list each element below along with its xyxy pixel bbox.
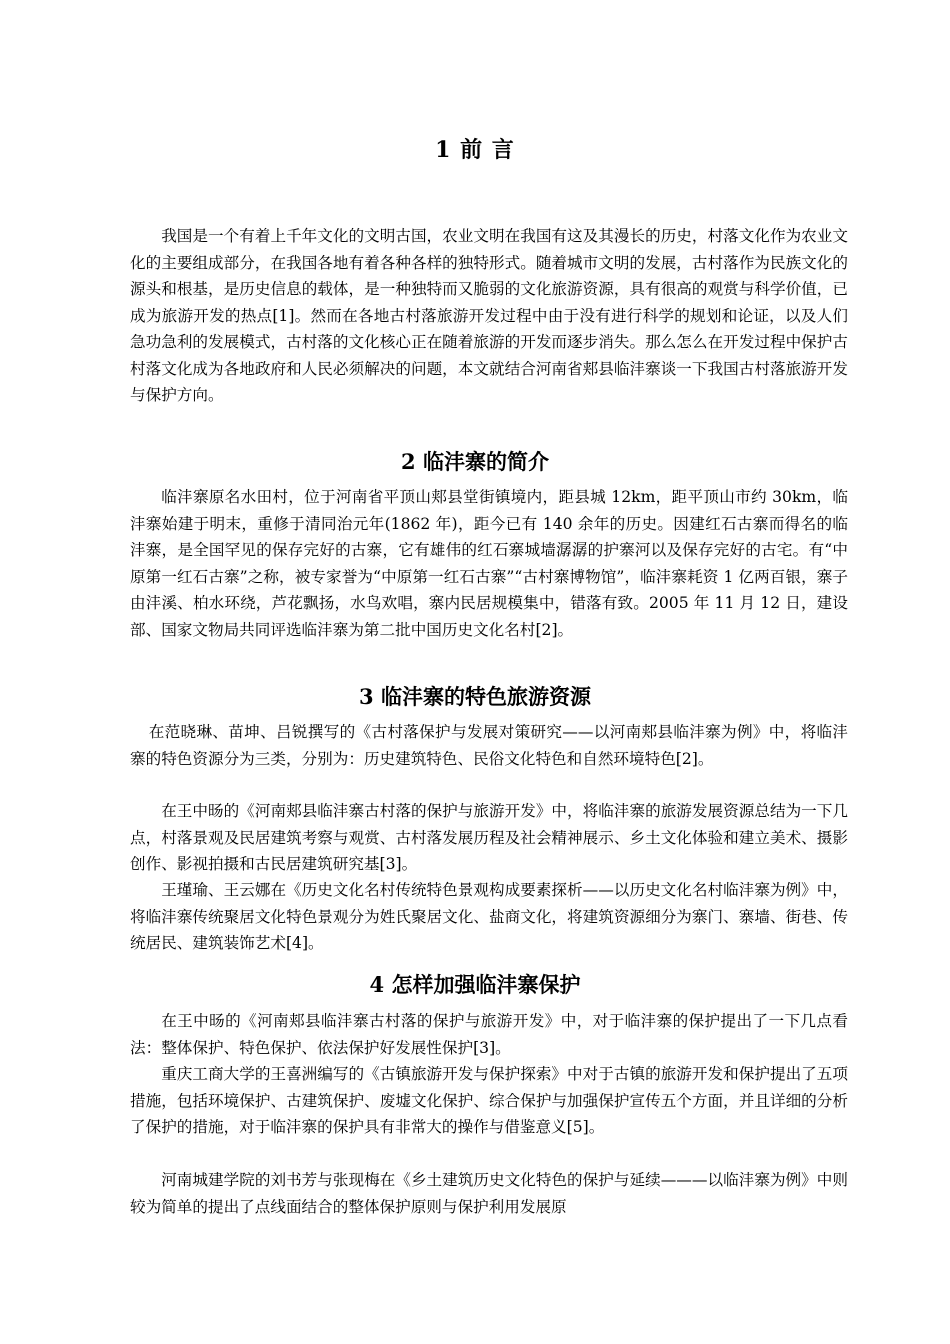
- section-4-heading: 4 怎样加强临沣寨保护: [369, 972, 581, 997]
- section-3-paragraph-3: 王瑾瑜、王云娜在《历史文化名村传统特色景观构成要素探析——以历史文化名村临沣寨为例》中，将临沣寨传统聚居文化特色景观分为姓氏聚居文化、盐商文化，将建筑资源细分为寨门、寨墙、街巷、传统居民、建筑装饰艺术[4]。: [130, 881, 848, 952]
- section-1-paragraph-1: 我国是一个有着上千年文化的文明古国，农业文明在我国有这及其漫长的历史，村落文化作为农业文化的主要组成部分，在我国各地有着各种各样的独特形式。随着城市文明的发展，古村落作为民族文化的源头和根基，是历史信息的载体，是一种独特而又脆弱的文化旅游资源，具有很高的观赏与科学价值，已成为旅游开发的热点[1]。然而在各地古村落旅游开发过程中由于没有进行科学的规划和论证，以及人们急功急利的发展模式，古村落的文化核心正在随着旅游的开发而逐步消失。那么怎么在开发过程中保护古村落文化成为各地政府和人民必须解决的问题，本文就结合河南省郏县临沣寨谈一下我国古村落旅游开发与保护方向。: [130, 227, 848, 404]
- section-3-paragraph-1: 在范晓琳、苗坤、吕锐撰写的《古村落保护与发展对策研究——以河南郏县临沣寨为例》中，将临沣寨的特色资源分为三类，分别为：历史建筑特色、民俗文化特色和自然环境特色[2]。: [130, 723, 848, 768]
- section-2-paragraph-1: 临沣寨原名水田村，位于河南省平顶山郏县堂街镇境内，距县城 12km，距平顶山市约 30km，临沣寨始建于明末，重修于清同治元年(1862 年)，距今已有 140 余年的历史。因建红石古寨而得名的临沣寨，是全国罕见的保存完好的古寨，它有雄伟的红石寨城墙潺潺的护寨河以及保存完好的古宅。有“中原第一红石古寨”之称，被专家誉为“中原第一红石古寨”“古村寨博物馆”，临沣寨耗资 1 亿两百银，寨子由沣溪、柏水环绕，芦花飘扬，水鸟欢唱，寨内民居规模集中，错落有致。2005 年 11 月 12 日，建设部、国家文物局共同评选临沣寨为第二批中国历史文化名村[2]。: [130, 488, 848, 639]
- section-4-paragraph-2: 重庆工商大学的王喜洲编写的《古镇旅游开发与保护探索》中对于古镇的旅游开发和保护提出了五项措施，包括环境保护、古建筑保护、废墟文化保护、综合保护与加强保护宣传五个方面，并且详细的分析了保护的措施，对于临沣寨的保护具有非常大的操作与借鉴意义[5]。: [130, 1065, 848, 1136]
- section-4-paragraph-3: 河南城建学院的刘书芳与张现梅在《乡土建筑历史文化特色的保护与延续———以临沣寨为例》中则较为简单的提出了点线面结合的整体保护原则与保护利用发展原: [130, 1171, 848, 1216]
- section-2-heading: 2 临沣寨的简介: [401, 449, 549, 474]
- section-4-paragraph-1: 在王中旸的《河南郏县临沣寨古村落的保护与旅游开发》中，对于临沣寨的保护提出了一下几点看法：整体保护、特色保护、依法保护好发展性保护[3]。: [130, 1012, 848, 1057]
- section-1-heading: 1 前 言: [435, 137, 515, 163]
- section-3-heading: 3 临沣寨的特色旅游资源: [359, 684, 591, 709]
- section-3-paragraph-2: 在王中旸的《河南郏县临沣寨古村落的保护与旅游开发》中，将临沣寨的旅游发展资源总结为一下几点，村落景观及民居建筑考察与观赏、古村落发展历程及社会精神展示、乡土文化体验和建立美术、摄影创作、影视拍摄和古民居建筑研究基[3]。: [130, 802, 848, 873]
